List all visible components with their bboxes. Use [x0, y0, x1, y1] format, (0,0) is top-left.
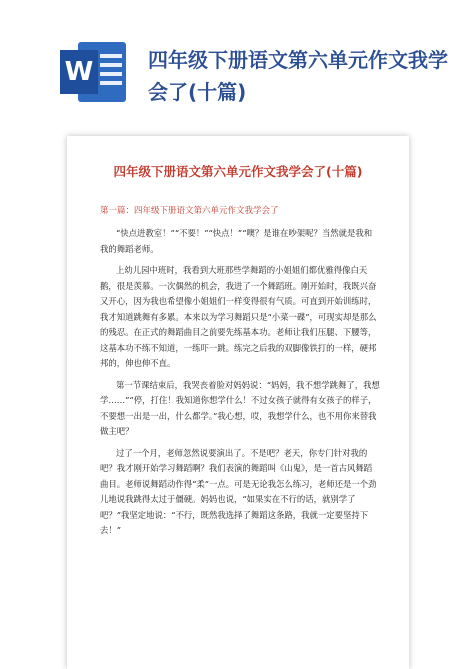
paragraph: “快点进教室！”“不要！”“快点！”“噢？是谁在吵架呢？当然就是我和我的舞蹈老师。 [100, 228, 373, 254]
paragraph: 过了一个月，老师忽然说要演出了。不是吧？老天，你专门针对我的吧？我才刚开始学习舞蹈啊？我们表演的舞蹈叫《山鬼》，是一首古风舞蹈曲目。老师说舞蹈动作得“柔”一点。可是无论我怎么练习，老师还是一个劲儿地说我跳得太过于僵硬。妈妈也说，“如果实在不行的话，就别学了吧？”我坚定地说：“不行，既然我选择了舞蹈这条路，我就一定要坚持下去！” [100, 447, 377, 535]
word-icon-letter: W [60, 50, 98, 94]
document-preview [67, 136, 409, 669]
paragraph: 第一节课结束后，我哭丧着脸对妈妈说：“妈妈，我不想学跳舞了，我想学……”“停，打住！我知道你想学什么！不过女孩子就得有女孩子的样子，不要想一出是一出，什么都学。”我心想，哎，我想学什么，也不用你来替我做主吧？ [100, 379, 380, 436]
word-icon-lines [100, 54, 122, 90]
paragraph: 上幼儿园中班时，我看到大班那些学舞蹈的小姐姐们都优雅得像白天鹅，很是羡慕。一次偶然的机会，我进了一个舞蹈班。刚开始时，我既兴奋又开心，因为我也希望像小姐姐们一样变得很有气质。可直到开始训练时，我才知道跳舞有多累。本来以为学习舞蹈只是“小菜一碟”，可现实却是那么的残忍。在正式的舞蹈曲目之前要先练基本功。老师让我们压腿、下腰等，这基本功不练不知道，一练吓一跳。练完之后我的双脚像铁打的一样，硬邦邦的，伸也伸不直。 [100, 265, 377, 368]
section-heading: 第一篇：四年级下册语文第六单元作文我学会了 [100, 206, 279, 216]
document-title: 四年级下册语文第六单元作文我学会了(十篇) [113, 164, 363, 179]
word-document-icon [60, 42, 126, 102]
document-body [100, 226, 380, 545]
page-title: 四年级下册语文第六单元作文我学会了(十篇) [148, 48, 448, 104]
page-header [0, 0, 474, 122]
